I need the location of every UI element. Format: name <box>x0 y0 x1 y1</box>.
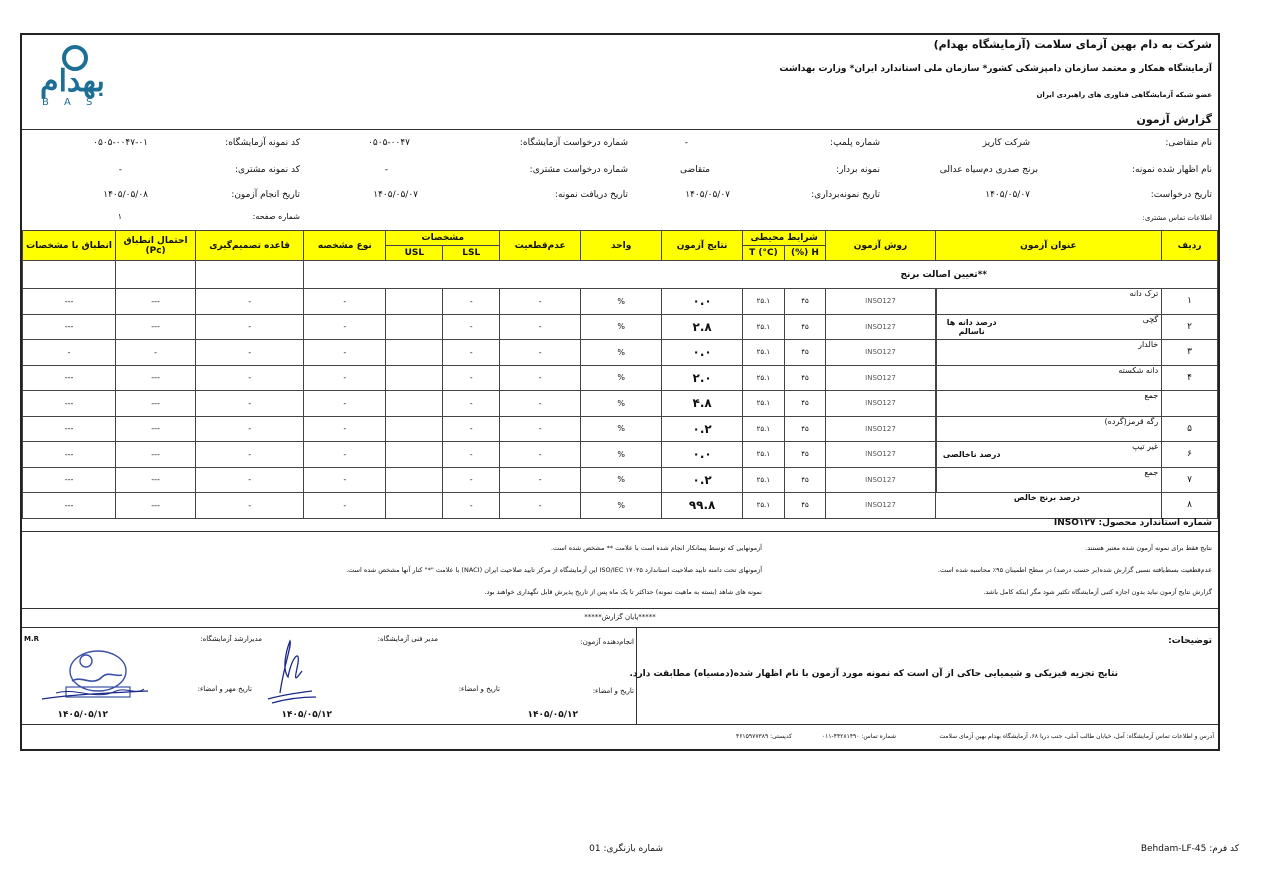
lsl: - <box>443 493 500 519</box>
pc-value: --- <box>116 289 196 315</box>
req-no-value: ۰۵۰۵-۰۰۴۷ <box>368 138 410 148</box>
temperature: ۲۵.۱ <box>743 340 785 366</box>
postal-text: کدپستی: ۴۶۱۵۹۷۷۳۸۹ <box>735 733 792 740</box>
spec-type: - <box>304 365 386 391</box>
row-number: ۵ <box>1162 416 1218 442</box>
conformity: --- <box>23 467 116 493</box>
row-number: ۷ <box>1162 467 1218 493</box>
declared-label: نام اظهار شده نمونه: <box>1131 165 1212 175</box>
req-date-label: تاریخ درخواست: <box>1150 190 1212 200</box>
description-text: نتایج تجزیه فیزیکی و شیمیایی حاکی از آن است که نمونه مورد آزمون با نام اظهار شده(دمسیاه) مطابقت دارد. <box>629 669 1118 679</box>
table-row <box>23 314 1218 340</box>
spec-type: - <box>304 289 386 315</box>
sample-date-label: تاریخ نمونه‌برداری: <box>811 190 880 200</box>
results-table <box>22 230 1218 519</box>
test-result: ۰.۰ <box>662 442 743 468</box>
unit: % <box>581 416 662 442</box>
cust-code-value: - <box>118 165 122 175</box>
uncertainty: - <box>500 467 581 493</box>
report-sheet <box>20 33 1220 751</box>
test-title-cell <box>935 416 1162 442</box>
test-name: خالدار <box>1138 340 1159 349</box>
test-date-label: تاریخ انجام آزمون: <box>231 190 300 200</box>
col-method: روش آزمون <box>826 231 935 261</box>
conformity: - <box>23 340 116 366</box>
row-number <box>1162 391 1218 417</box>
test-method: INSO127 <box>826 416 935 442</box>
uncertainty: - <box>500 340 581 366</box>
decision-rule: - <box>196 340 304 366</box>
note-3-right: گزارش نتایج آزمون نباید بدون اجازه کتبی آزمایشگاه تکثیر شود مگر اینکه کامل باشد. <box>983 588 1212 596</box>
test-result: ۲.۰ <box>662 365 743 391</box>
company-name: شرکت به دام بهین آزمای سلامت (آزمایشگاه بهدام) <box>933 38 1212 51</box>
decision-rule: - <box>196 416 304 442</box>
test-title-cell <box>935 493 1162 519</box>
decision-rule: - <box>196 442 304 468</box>
decision-rule: - <box>196 467 304 493</box>
tech-date: ۱۴۰۵/۰۵/۱۲ <box>281 710 332 720</box>
test-method: INSO127 <box>826 467 935 493</box>
senior-manager-label: مدیرارشد آزمایشگاه: <box>200 635 262 643</box>
address-text: آدرس و اطلاعات تماس آزمایشگاه: آمل، خیابان طالب آملی، جنب دریا ۶۸، آزمایشگاه بهدام بهین آزمای سلامت <box>939 733 1214 740</box>
test-name: غیر تیپ <box>1132 442 1159 451</box>
test-method: INSO127 <box>826 314 935 340</box>
decision-rule: - <box>196 391 304 417</box>
uncertainty: - <box>500 314 581 340</box>
seal-label: شماره پلمپ: <box>830 138 880 148</box>
senior-date: ۱۴۰۵/۰۵/۱۲ <box>57 710 108 720</box>
col-spec-type: نوع مشخصه <box>304 231 386 261</box>
form-code: کد فرم: Behdam-LF-45 <box>1140 844 1239 854</box>
lsl: - <box>443 416 500 442</box>
usl <box>386 416 443 442</box>
cust-req-value: - <box>384 165 388 175</box>
col-lsl: LSL <box>443 246 500 261</box>
test-method: INSO127 <box>826 340 935 366</box>
table-row <box>23 289 1218 315</box>
col-spec: مشخصات <box>386 231 500 246</box>
phone-text: شماره تماس: ۴۴۲۸۱۴۹۰-۰۱۱ <box>821 733 896 740</box>
logo-sub: B A S <box>42 97 99 108</box>
lsl: - <box>443 365 500 391</box>
usl <box>386 391 443 417</box>
decision-rule: - <box>196 493 304 519</box>
usl <box>386 442 443 468</box>
tester-date: ۱۴۰۵/۰۵/۱۲ <box>527 710 578 720</box>
test-method: INSO127 <box>826 289 935 315</box>
note-2-right: عدم‌قطعیت بسط‌یافته نسبی گزارش شده(بر حسب درصد) در سطح اطمینان ۹۵٪ محاسبه شده است. <box>937 566 1212 574</box>
table-row <box>23 391 1218 417</box>
test-method: INSO127 <box>826 391 935 417</box>
unit: % <box>581 289 662 315</box>
col-title: عنوان آزمون <box>935 231 1162 261</box>
col-decision: قاعده تصمیم‌گیری <box>196 231 304 261</box>
usl <box>386 467 443 493</box>
col-conform: انطباق با مشخصات <box>23 231 116 261</box>
temperature: ۲۵.۱ <box>743 365 785 391</box>
test-result: ۰.۰ <box>662 289 743 315</box>
description-label: توضیحات: <box>1168 636 1212 646</box>
test-name: گچی <box>1142 314 1159 324</box>
cust-req-label: شماره درخواست مشتری: <box>529 165 628 175</box>
req-date-value: ۱۴۰۵/۰۵/۰۷ <box>985 190 1030 200</box>
note-1-left: آزمونهایی که توسط پیمانکار انجام شده است با علامت ** مشخص شده است. <box>550 544 762 552</box>
uncertainty: - <box>500 416 581 442</box>
test-result: ۹۹.۸ <box>662 493 743 519</box>
test-name: ترک دانه <box>1129 289 1159 298</box>
row-number: ۴ <box>1162 365 1218 391</box>
uncertainty: - <box>500 442 581 468</box>
test-title-cell <box>935 365 1162 391</box>
uncertainty: - <box>500 365 581 391</box>
sampler-label: نمونه بردار: <box>836 165 880 175</box>
test-result: ۰.۲ <box>662 416 743 442</box>
usl <box>386 314 443 340</box>
humidity: ۴۵ <box>784 416 826 442</box>
declared-value: برنج صدری دم‌سیاه عدالی <box>939 165 1038 175</box>
unit: % <box>581 365 662 391</box>
tech-signature <box>262 635 322 707</box>
col-uncert: عدم‌قطعیت <box>500 231 581 261</box>
pc-value: - <box>116 340 196 366</box>
test-result: ۲.۸ <box>662 314 743 340</box>
temperature: ۲۵.۱ <box>743 416 785 442</box>
row-number: ۸ <box>1162 493 1218 519</box>
test-result: ۴.۸ <box>662 391 743 417</box>
lsl: - <box>443 340 500 366</box>
decision-rule: - <box>196 314 304 340</box>
usl <box>386 340 443 366</box>
test-title-cell <box>935 442 1162 468</box>
membership-text: عضو شبکه آزمایشگاهی فناوری های راهبردی ایران <box>1036 91 1212 99</box>
temperature: ۲۵.۱ <box>743 442 785 468</box>
temperature: ۲۵.۱ <box>743 493 785 519</box>
col-h: H (%) <box>784 246 826 261</box>
spec-type: - <box>304 467 386 493</box>
conformity: --- <box>23 365 116 391</box>
unit: % <box>581 442 662 468</box>
humidity: ۴۵ <box>784 391 826 417</box>
row-number: ۱ <box>1162 289 1218 315</box>
test-title-cell <box>935 467 1162 493</box>
test-name: دانه شکسته <box>1118 365 1159 375</box>
spec-type: - <box>304 442 386 468</box>
spec-type: - <box>304 493 386 519</box>
table-row <box>23 467 1218 493</box>
col-pc: احتمال انطباق (Pc) <box>116 231 196 261</box>
test-name: جمع <box>1144 391 1159 400</box>
note-1-right: نتایج فقط برای نمونه آزمون شده معتبر هستند. <box>1085 544 1212 552</box>
revision-number: شماره بازنگری: 01 <box>589 844 663 854</box>
table-row <box>23 340 1218 366</box>
lab-code-value: ۰۵۰۵-۰۰۴۷-۰۱ <box>93 138 148 148</box>
senior-date-seal-label: تاریخ مهر و امضاء: <box>197 685 252 693</box>
col-row: ردیف <box>1162 231 1218 261</box>
test-title-cell <box>935 314 1162 340</box>
humidity: ۴۵ <box>784 365 826 391</box>
row-number: ۳ <box>1162 340 1218 366</box>
table-row <box>23 442 1218 468</box>
decision-rule: - <box>196 289 304 315</box>
test-result: ۰.۰ <box>662 340 743 366</box>
test-result: ۰.۲ <box>662 467 743 493</box>
col-unit: واحد <box>581 231 662 261</box>
company-logo <box>34 45 120 117</box>
pc-value: --- <box>116 314 196 340</box>
mr-text: M.R <box>24 635 40 643</box>
test-method: INSO127 <box>826 493 935 519</box>
unit: % <box>581 493 662 519</box>
conformity: --- <box>23 442 116 468</box>
receive-date-label: تاریخ دریافت نمونه: <box>554 190 628 200</box>
humidity: ۴۵ <box>784 289 826 315</box>
tech-date-sign-label: تاریخ و امضاء: <box>458 685 500 693</box>
report-title: گزارش آزمون <box>1136 113 1212 126</box>
col-t: T (°C) <box>743 246 785 261</box>
conformity: --- <box>23 314 116 340</box>
conformity: --- <box>23 416 116 442</box>
col-env: شرایط محیطی <box>743 231 826 246</box>
note-2-left: آزمونهای تحت دامنه تایید صلاحیت استاندارد ۱۷۰۲۵ ISO/IEC این آزمایشگاه از مرکز تایید صلاحیت ایران (NACI) با علامت "*" کنار آنها مشخص شده است. <box>346 566 762 574</box>
humidity: ۴۵ <box>784 340 826 366</box>
end-of-report: *****پایان گزارش***** <box>584 613 656 621</box>
temperature: ۲۵.۱ <box>743 467 785 493</box>
test-method: INSO127 <box>826 365 935 391</box>
humidity: ۴۵ <box>784 493 826 519</box>
test-date-value: ۱۴۰۵/۰۵/۰۸ <box>103 190 148 200</box>
row-number: ۲ <box>1162 314 1218 340</box>
spec-type: - <box>304 416 386 442</box>
unit: % <box>581 391 662 417</box>
pc-value: --- <box>116 493 196 519</box>
spec-type: - <box>304 314 386 340</box>
unit: % <box>581 314 662 340</box>
temperature: ۲۵.۱ <box>743 289 785 315</box>
test-name: درصد برنج خالص <box>1013 493 1080 502</box>
page-label: شماره صفحه: <box>252 212 300 221</box>
table-row <box>23 493 1218 519</box>
pc-value: --- <box>116 442 196 468</box>
pc-value: --- <box>116 365 196 391</box>
decision-rule: - <box>196 365 304 391</box>
uncertainty: - <box>500 391 581 417</box>
usl <box>386 365 443 391</box>
conformity: --- <box>23 493 116 519</box>
lsl: - <box>443 467 500 493</box>
lsl: - <box>443 442 500 468</box>
pc-value: --- <box>116 391 196 417</box>
logo-mark: بهدام <box>40 64 105 99</box>
uncertainty: - <box>500 493 581 519</box>
usl <box>386 493 443 519</box>
results-body <box>23 261 1218 519</box>
humidity: ۴۵ <box>784 442 826 468</box>
section-title: **تعیین اصالت برنج <box>304 261 1218 289</box>
group-label-impurity: درصد ناخالصی <box>936 442 1007 467</box>
receive-date-value: ۱۴۰۵/۰۵/۰۷ <box>373 190 418 200</box>
test-title-cell <box>935 340 1162 366</box>
standard-number: شماره استاندارد محصول: INSO۱۲۷ <box>1053 518 1212 528</box>
temperature: ۲۵.۱ <box>743 314 785 340</box>
lsl: - <box>443 289 500 315</box>
col-result: نتایج آزمون <box>662 231 743 261</box>
note-3-left: نمونه های شاهد (بسته به ماهیت نمونه) حداکثر تا یک ماه پس از تاریخ پذیرش قابل نگهداری خواهند بود. <box>484 588 762 596</box>
cust-code-label: کد نمونه مشتری: <box>234 165 300 175</box>
page-value: ۱ <box>117 212 122 221</box>
row-number: ۶ <box>1162 442 1218 468</box>
conformity: --- <box>23 391 116 417</box>
sampler-value: متقاضی <box>680 165 710 175</box>
test-title-cell <box>935 391 1162 417</box>
lab-stamp <box>36 647 156 709</box>
lab-code-label: کد نمونه آزمایشگاه: <box>225 138 300 148</box>
sample-date-value: ۱۴۰۵/۰۵/۰۷ <box>685 190 730 200</box>
uncertainty: - <box>500 289 581 315</box>
table-row <box>23 365 1218 391</box>
group-label-unsound: درصد دانه ها ناسالم <box>936 315 1007 340</box>
humidity: ۴۵ <box>784 314 826 340</box>
unit: % <box>581 340 662 366</box>
contact-label: اطلاعات تماس مشتری: <box>1142 214 1212 222</box>
accreditation-text: آزمایشگاه همکار و معتمد سازمان دامپزشکی کشور* سازمان ملی استاندارد ایران* وزارت بهداشت <box>779 64 1212 74</box>
table-row <box>23 416 1218 442</box>
spec-type: - <box>304 391 386 417</box>
lsl: - <box>443 391 500 417</box>
tech-manager-label: مدیر فنی آزمایشگاه: <box>377 635 438 643</box>
seal-value: - <box>684 138 688 148</box>
usl <box>386 289 443 315</box>
test-name: جمع <box>1144 467 1159 477</box>
test-title-cell <box>935 289 1162 315</box>
tester-label: انجام‌دهنده آزمون: <box>580 638 634 646</box>
conformity: --- <box>23 289 116 315</box>
tester-date-sign-label: تاریخ و امضاء: <box>592 687 634 695</box>
temperature: ۲۵.۱ <box>743 391 785 417</box>
unit: % <box>581 467 662 493</box>
applicant-value: شرکت کاریز <box>982 138 1030 148</box>
col-usl: USL <box>386 246 443 261</box>
applicant-label: نام متقاضی: <box>1165 138 1212 148</box>
test-name: رگه قرمز(گرده) <box>1104 416 1159 426</box>
pc-value: --- <box>116 416 196 442</box>
spec-type: - <box>304 340 386 366</box>
req-no-label: شماره درخواست آزمایشگاه: <box>519 138 628 148</box>
pc-value: --- <box>116 467 196 493</box>
humidity: ۴۵ <box>784 467 826 493</box>
lsl: - <box>443 314 500 340</box>
test-method: INSO127 <box>826 442 935 468</box>
